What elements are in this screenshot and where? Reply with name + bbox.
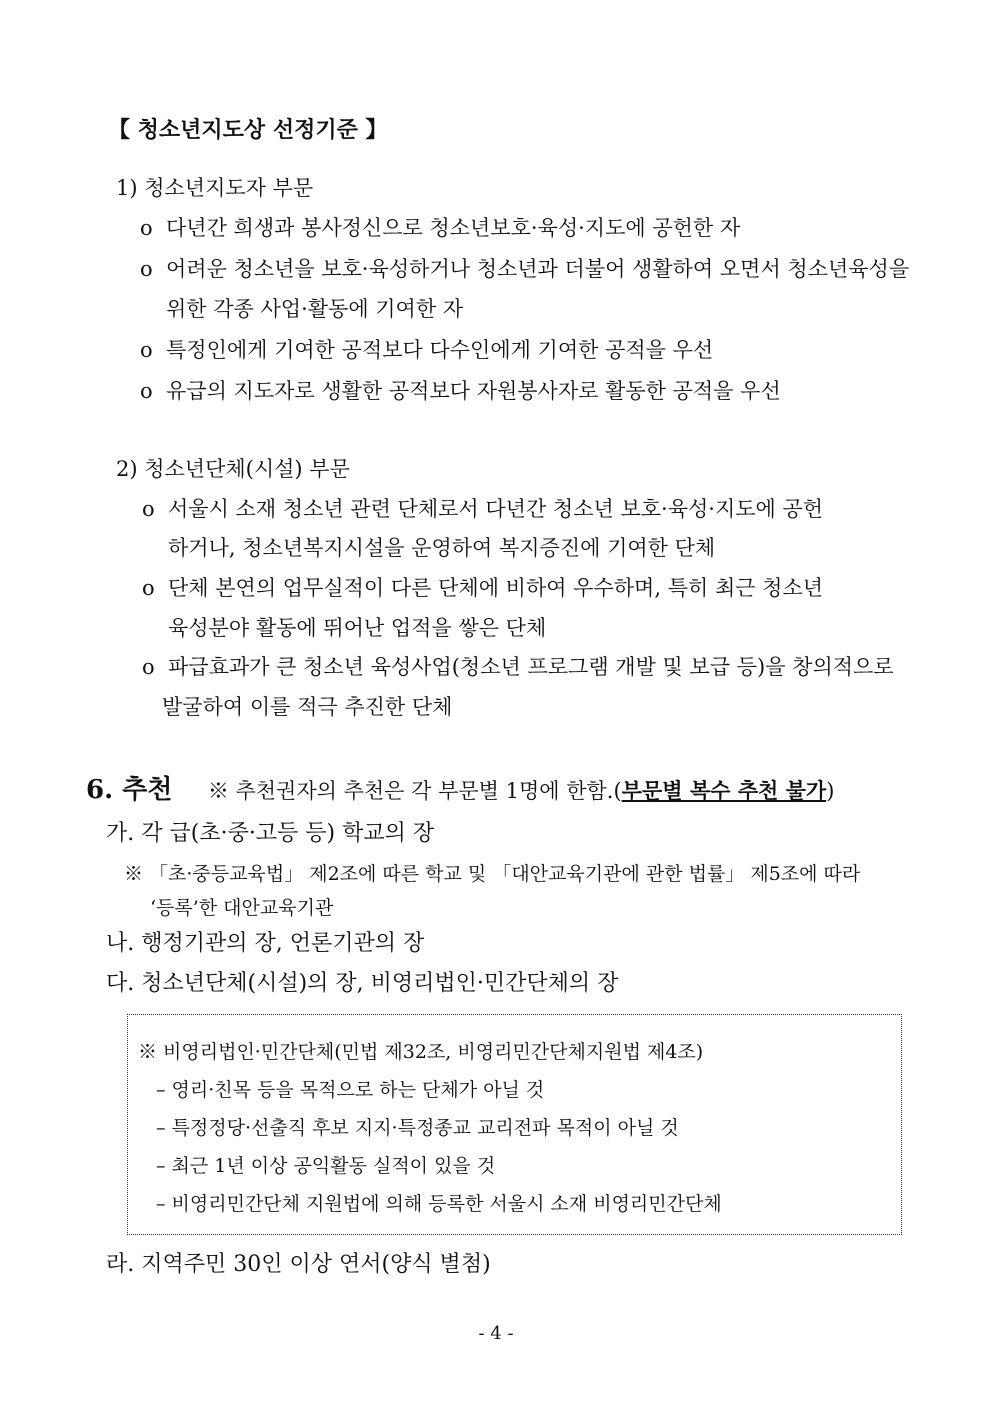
part1-title: 1) 청소년지도자 부문 bbox=[116, 176, 314, 200]
part2-item-1: o 서울시 소재 청소년 관련 단체로서 다년간 청소년 보호·육성·지도에 공헌 bbox=[142, 497, 824, 521]
item-da: 다. 청소년단체(시설)의 장, 비영리법인·민간단체의 장 bbox=[106, 971, 619, 996]
part1-item-2-cont: 위한 각종 사업·활동에 기여한 자 bbox=[166, 297, 464, 321]
part2-item-3-cont: 발굴하여 이를 적극 추진한 단체 bbox=[162, 695, 453, 719]
section6-note-emphasis: 부문별 복수 추천 불가 bbox=[621, 778, 827, 803]
part2-item-2: o 단체 본연의 업무실적이 다른 단체에 비하여 우수하며, 특히 최근 청소년 bbox=[142, 576, 824, 600]
part2-item-2-cont: 육성분야 활동에 뛰어난 업적을 쌓은 단체 bbox=[168, 616, 547, 640]
item-ra: 라. 지역주민 30인 이상 연서(양식 별첨) bbox=[106, 1252, 491, 1277]
item-ga: 가. 각 급(초·중·고등 등) 학교의 장 bbox=[106, 821, 435, 846]
box-item-1: – 영리·친목 등을 목적으로 하는 단체가 아닐 것 bbox=[156, 1079, 545, 1101]
part1-item-2: o 어려운 청소년을 보호·육성하거나 청소년과 더불어 생활하여 오면서 청소년육성을 bbox=[140, 257, 910, 281]
part1-item-1: o 다년간 희생과 봉사정신으로 청소년보호·육성·지도에 공헌한 자 bbox=[140, 216, 741, 240]
part2-item-1-cont: 하거나, 청소년복지시설을 운영하여 복지증진에 기여한 단체 bbox=[168, 536, 716, 560]
item-ga-note: ※ 「초·중등교육법」 제2조에 따른 학교 및 「대안교육기관에 관한 법률」 제5조에 따라 bbox=[124, 863, 861, 885]
box-title: ※ 비영리법인·민간단체(민법 제32조, 비영리민간단체지원법 제4조) bbox=[138, 1041, 704, 1063]
section6-number: 6. 추천 bbox=[86, 775, 173, 805]
part2-title: 2) 청소년단체(시설) 부문 bbox=[116, 457, 350, 481]
section-heading: 【 청소년지도상 선정기준 】 bbox=[108, 117, 388, 143]
page-number: - 4 - bbox=[478, 1323, 514, 1344]
section6-heading-line: 6. 추천 ※ 추천권자의 추천은 각 부문별 1명에 한함.(부문별 복수 추천 불가) bbox=[86, 775, 835, 805]
box-item-3: – 최근 1년 이상 공익활동 실적이 있을 것 bbox=[156, 1155, 496, 1177]
box-item-4: – 비영리민간단체 지원법에 의해 등록한 서울시 소재 비영리민간단체 bbox=[156, 1193, 722, 1215]
item-ga-note-cont: ‘등록’한 대안교육기관 bbox=[150, 897, 334, 919]
part1-item-4: o 유급의 지도자로 생활한 공적보다 자원봉사자로 활동한 공적을 우선 bbox=[140, 379, 781, 403]
box-item-2: – 특정정당·선출직 후보 지지·특정종교 교리전파 목적이 아닐 것 bbox=[156, 1117, 679, 1139]
item-na: 나. 행정기관의 장, 언론기관의 장 bbox=[106, 931, 425, 956]
section6-note: ※ 추천권자의 추천은 각 부문별 1명에 한함.( bbox=[207, 779, 622, 803]
part1-item-3: o 특정인에게 기여한 공적보다 다수인에게 기여한 공적을 우선 bbox=[140, 338, 714, 362]
part2-item-3: o 파급효과가 큰 청소년 육성사업(청소년 프로그램 개발 및 보급 등)을 창의적으로 bbox=[142, 655, 894, 679]
